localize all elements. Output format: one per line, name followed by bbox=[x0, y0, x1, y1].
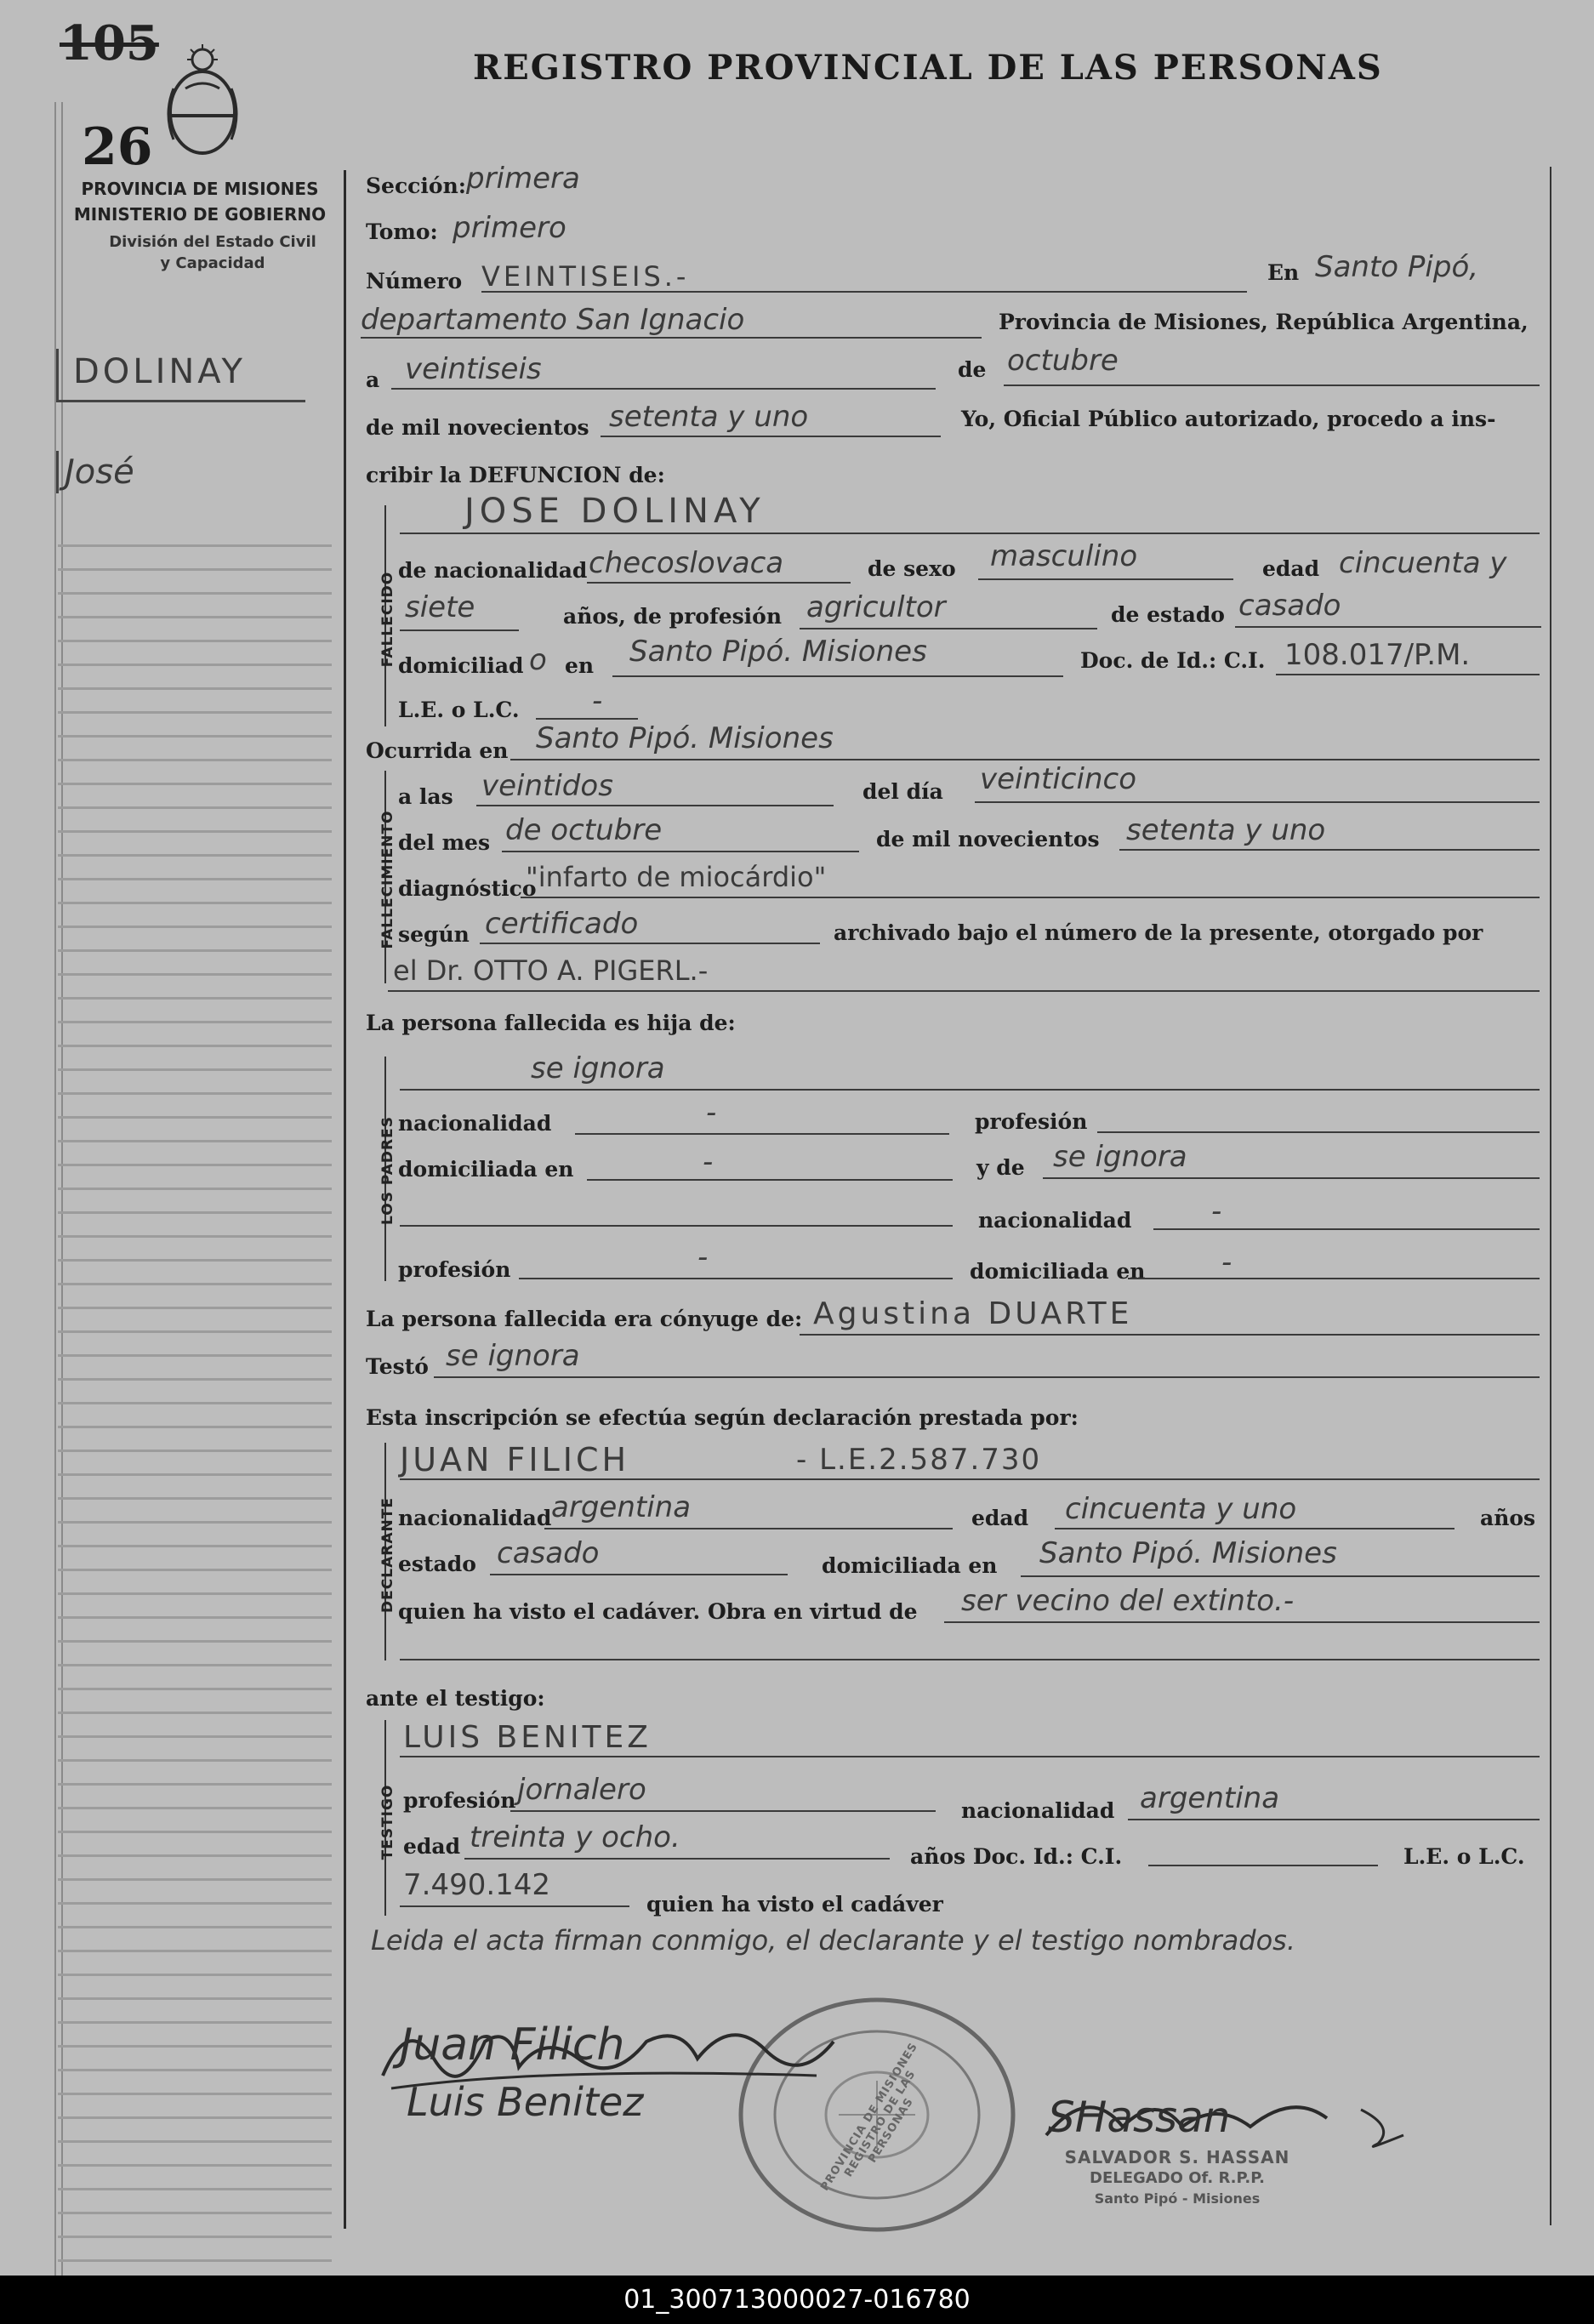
le-value: - bbox=[592, 684, 603, 718]
de-label: de bbox=[958, 357, 987, 382]
testigo-profesion-label: profesión bbox=[403, 1788, 516, 1813]
testigo-edad-value: treinta y ocho. bbox=[470, 1820, 680, 1854]
archivado-text: archivado bajo el número de la presente, otorgado por bbox=[834, 920, 1483, 945]
testigo-visto-label: quien ha visto el cadáver bbox=[646, 1892, 943, 1917]
tomo-label: Tomo: bbox=[366, 219, 438, 244]
cribir-text: cribir la DEFUNCION de: bbox=[366, 463, 665, 487]
office-line: MINISTERIO DE GOBIERNO bbox=[73, 204, 327, 225]
declarante-anios-label: años bbox=[1480, 1506, 1536, 1530]
segun-value: certificado bbox=[485, 907, 639, 941]
declarante-domicilio-value: Santo Pipó. Misiones bbox=[1039, 1536, 1337, 1570]
margin-ruled-line bbox=[58, 1878, 332, 1881]
testigo-section-label: TESTIGO bbox=[379, 1784, 396, 1860]
folio-number: 26 bbox=[82, 117, 153, 177]
stamp-line-2: DELEGADO Of. R.P.P. bbox=[1090, 2169, 1265, 2187]
declarante-nacionalidad-value: argentina bbox=[551, 1490, 692, 1524]
margin-ruled-line bbox=[58, 973, 332, 976]
madre-domicilio-label: domiciliada en bbox=[970, 1259, 1146, 1284]
testo-label: Testó bbox=[366, 1354, 429, 1379]
domicilio-en-label: en bbox=[565, 653, 595, 678]
segun-label: según bbox=[398, 922, 470, 947]
edad-value-2: siete bbox=[405, 590, 475, 624]
dia-fallecimiento-value: veinticinco bbox=[980, 762, 1136, 796]
estado-value: casado bbox=[1238, 589, 1341, 623]
margin-ruled-line bbox=[58, 997, 332, 1000]
madre-profesion-label: profesión bbox=[398, 1257, 511, 1282]
margin-ruled-line bbox=[58, 2045, 332, 2048]
declarante-domicilio-label: domiciliada en bbox=[822, 1553, 998, 1578]
margin-ruled-line bbox=[58, 1950, 332, 1952]
padre-nacionalidad-label: nacionalidad bbox=[398, 1111, 552, 1136]
y-de-label: y de bbox=[976, 1155, 1025, 1180]
provincia-text: Provincia de Misiones, República Argentina, bbox=[999, 310, 1529, 334]
anios-label: años, de profesión bbox=[563, 604, 783, 629]
medico-value: el Dr. OTTO A. PIGERL.- bbox=[393, 954, 709, 987]
margin-ruled-line bbox=[58, 1092, 332, 1095]
margin-ruled-line bbox=[58, 711, 332, 714]
margin-ruled-line bbox=[58, 664, 332, 666]
declarante-signature: Juan Filich bbox=[400, 2019, 625, 2071]
margin-ruled-line bbox=[58, 2259, 332, 2262]
conyuge-value: Agustina DUARTE bbox=[813, 1296, 1133, 1331]
padre-nacionalidad-value: - bbox=[706, 1096, 717, 1130]
margin-ruled-line bbox=[58, 1378, 332, 1381]
dia-label: del día bbox=[862, 779, 943, 804]
mil-fallecimiento-label: de mil novecientos bbox=[876, 827, 1100, 852]
declarante-edad-label: edad bbox=[971, 1506, 1029, 1530]
margin-ruled-line bbox=[58, 1759, 332, 1762]
tomo-value: primero bbox=[453, 211, 566, 245]
numero-value: VEINTISEIS.- bbox=[481, 260, 690, 293]
margin-ruled-line bbox=[58, 1259, 332, 1262]
conyuge-label: La persona fallecida era cónyuge de: bbox=[366, 1307, 803, 1331]
margin-divider bbox=[344, 170, 346, 2229]
margin-ruled-line bbox=[58, 1354, 332, 1357]
seal-text: PROVINCIA DE MISIONES REGISTRO DE LAS PERSONAS bbox=[818, 2040, 921, 2194]
padre-value: se ignora bbox=[531, 1051, 665, 1085]
margin-ruled-line bbox=[58, 1616, 332, 1619]
ocurrida-value: Santo Pipó. Misiones bbox=[536, 721, 834, 755]
madre-domicilio-value: - bbox=[1221, 1245, 1233, 1279]
margin-ruled-line bbox=[58, 1854, 332, 1857]
numero-label: Número bbox=[366, 269, 463, 293]
office-block bbox=[51, 179, 349, 272]
margin-ruled-line bbox=[58, 1188, 332, 1190]
margin-ruled-line bbox=[58, 2140, 332, 2143]
testigo-nacionalidad-label: nacionalidad bbox=[961, 1798, 1115, 1823]
margin-ruled-line bbox=[58, 1330, 332, 1333]
diagnostico-label: diagnóstico bbox=[398, 876, 537, 901]
margin-rule-left bbox=[54, 102, 56, 2276]
testigo-edad-label: edad bbox=[403, 1834, 461, 1859]
mes-value: octubre bbox=[1007, 344, 1119, 378]
padre-domicilio-label: domiciliada en bbox=[398, 1157, 574, 1182]
margin-ruled-line bbox=[58, 1473, 332, 1476]
estado-label: de estado bbox=[1111, 602, 1225, 627]
sexo-label: de sexo bbox=[868, 556, 956, 581]
margin-ruled-line bbox=[58, 640, 332, 642]
testigo-ante-label: ante el testigo: bbox=[366, 1686, 545, 1711]
margin-ruled-line bbox=[58, 592, 332, 595]
margin-ruled-line bbox=[58, 783, 332, 785]
margin-ruled-line bbox=[58, 830, 332, 833]
seccion-value: primera bbox=[466, 162, 580, 196]
oficial-stamp bbox=[1033, 2147, 1322, 2207]
margin-ruled-line bbox=[58, 759, 332, 761]
declarante-doc: - L.E.2.587.730 bbox=[796, 1443, 1042, 1477]
domicilio-value: Santo Pipó. Misiones bbox=[629, 635, 927, 669]
hora-value: veintidos bbox=[481, 769, 613, 803]
declarante-section-label: DECLARANTE bbox=[379, 1497, 396, 1613]
margin-ruled-line bbox=[58, 1735, 332, 1738]
testigo-profesion-value: jornalero bbox=[517, 1773, 646, 1807]
margin-ruled-line bbox=[58, 1045, 332, 1047]
margin-ruled-line bbox=[58, 1021, 332, 1023]
declarante-estado-value: casado bbox=[497, 1536, 600, 1570]
margin-ruled-line bbox=[58, 806, 332, 809]
margin-ruled-line bbox=[58, 568, 332, 571]
margin-ruled-line bbox=[58, 2116, 332, 2119]
departamento-value: departamento San Ignacio bbox=[361, 303, 745, 337]
image-id-footer: 01_300713000027-016780 bbox=[0, 2276, 1594, 2324]
declarante-obra-value: ser vecino del extinto.- bbox=[961, 1584, 1295, 1618]
margin-ruled-line bbox=[58, 2069, 332, 2071]
office-line: División del Estado Civil bbox=[109, 233, 316, 251]
fallecido-section-label: FALLECIDO bbox=[379, 571, 396, 668]
testo-value: se ignora bbox=[446, 1339, 580, 1373]
hija-text: La persona fallecida es hija de: bbox=[366, 1011, 736, 1035]
margin-ruled-line bbox=[58, 2212, 332, 2214]
le-label: L.E. o L.C. bbox=[398, 698, 520, 722]
declaracion-text: Esta inscripción se efectúa según declaración prestada por: bbox=[366, 1405, 1079, 1430]
margin-ruled-line bbox=[58, 1450, 332, 1452]
margin-ruled-line bbox=[58, 1545, 332, 1547]
edad-value-1: cincuenta y bbox=[1339, 546, 1507, 580]
anio-value: setenta y uno bbox=[609, 400, 809, 434]
lugar-value: Santo Pipó, bbox=[1315, 250, 1479, 284]
declarante-nacionalidad-label: nacionalidad bbox=[398, 1506, 552, 1530]
oficial-text: Yo, Oficial Público autorizado, procedo a ins- bbox=[961, 407, 1496, 431]
diagnostico-value: "infarto de miocárdio" bbox=[526, 861, 827, 893]
testigo-doc-value: 7.490.142 bbox=[403, 1868, 551, 1902]
mes-fallecimiento-value: de octubre bbox=[505, 813, 663, 847]
margin-ruled-line bbox=[58, 1974, 332, 1976]
margin-ruled-line bbox=[58, 2021, 332, 2024]
a-las-label: a las bbox=[398, 784, 453, 809]
margin-ruled-line bbox=[58, 1402, 332, 1404]
margin-ruled-line bbox=[58, 1664, 332, 1666]
margin-ruled-line bbox=[58, 1926, 332, 1928]
argentine-coat-of-arms-icon bbox=[160, 37, 245, 165]
page-title: REGISTRO PROVINCIAL DE LAS PERSONAS bbox=[473, 48, 1383, 88]
margin-ruled-line bbox=[58, 1688, 332, 1690]
margin-ruled-line bbox=[58, 1569, 332, 1571]
stamp-line-1: SALVADOR S. HASSAN bbox=[1064, 2147, 1290, 2167]
margin-ruled-line bbox=[58, 1831, 332, 1833]
margin-ruled-line bbox=[58, 2236, 332, 2238]
margin-ruled-line bbox=[58, 1712, 332, 1714]
margin-ruled-line bbox=[58, 1783, 332, 1786]
testigo-le-label: L.E. o L.C. bbox=[1403, 1844, 1525, 1869]
margin-ruled-line bbox=[58, 1807, 332, 1809]
testigo-anios-label: años Doc. Id.: C.I. bbox=[910, 1844, 1123, 1869]
oficial-signature: SHassan bbox=[1048, 2093, 1231, 2142]
doc-label: Doc. de Id.: C.I. bbox=[1080, 648, 1266, 673]
margin-ruled-line bbox=[58, 1307, 332, 1309]
margin-ruled-line bbox=[58, 2188, 332, 2190]
declarante-visto-label: quien ha visto el cadáver. Obra en virtud de bbox=[398, 1599, 918, 1624]
margin-ruled-line bbox=[58, 2164, 332, 2167]
margin-ruled-line bbox=[58, 687, 332, 690]
margin-ruled-line bbox=[58, 1068, 332, 1071]
ocurrida-label: Ocurrida en bbox=[366, 738, 509, 763]
domicilio-label: domiciliad bbox=[398, 653, 524, 678]
nacionalidad-value: checoslovaca bbox=[589, 546, 784, 580]
right-border bbox=[1550, 167, 1551, 2225]
margin-ruled-line bbox=[58, 949, 332, 952]
anio-fallecimiento-value: setenta y uno bbox=[1126, 813, 1326, 847]
madre-nacionalidad-value: - bbox=[1211, 1194, 1222, 1228]
margin-ruled-line bbox=[58, 1997, 332, 2000]
page-number: 105 bbox=[60, 15, 159, 71]
seccion-label: Sección: bbox=[366, 174, 466, 198]
en-label: En bbox=[1267, 260, 1300, 285]
closing-text: Leida el acta firman conmigo, el declarante y el testigo nombrados. bbox=[371, 1924, 1295, 1957]
dia-value: veintiseis bbox=[405, 352, 542, 386]
office-line: y Capacidad bbox=[160, 254, 265, 272]
padres-section-label: LOS PADRES bbox=[379, 1116, 396, 1225]
testigo-signature: Luis Benitez bbox=[407, 2079, 644, 2125]
profesion-value: agricultor bbox=[806, 590, 946, 624]
madre-nacionalidad-label: nacionalidad bbox=[978, 1208, 1132, 1233]
domicilio-o: o bbox=[529, 643, 547, 677]
madre-value: se ignora bbox=[1053, 1140, 1187, 1174]
margin-ruled-line bbox=[58, 902, 332, 904]
mes-label: del mes bbox=[398, 830, 491, 855]
margin-ruled-line bbox=[58, 1640, 332, 1643]
margin-ruled-line bbox=[58, 1211, 332, 1214]
margin-ruled-line bbox=[58, 735, 332, 738]
madre-profesion-value: - bbox=[697, 1240, 709, 1274]
testigo-nacionalidad-value: argentina bbox=[1140, 1781, 1280, 1815]
sexo-value: masculino bbox=[990, 539, 1138, 573]
margin-ruled-line bbox=[58, 1902, 332, 1905]
margin-ruled-line bbox=[58, 2093, 332, 2095]
margin-ruled-line bbox=[58, 1592, 332, 1595]
declarante-nombre: JUAN FILICH bbox=[400, 1441, 630, 1478]
margin-ruled-line bbox=[58, 1116, 332, 1119]
doc-value: 108.017/P.M. bbox=[1284, 638, 1471, 672]
margin-ruled-line bbox=[58, 1164, 332, 1166]
margin-given-name: José bbox=[65, 453, 134, 492]
nacionalidad-label: de nacionalidad bbox=[398, 558, 588, 583]
padre-domicilio-value: - bbox=[703, 1145, 714, 1179]
edad-label: edad bbox=[1262, 556, 1320, 581]
margin-ruled-line bbox=[58, 1235, 332, 1238]
margin-ruled-line bbox=[58, 926, 332, 928]
margin-ruled-line bbox=[58, 1140, 332, 1142]
mil-label: de mil novecientos bbox=[366, 415, 589, 440]
fallecimiento-section-label: FALLECIMIENTO bbox=[379, 810, 396, 949]
office-line: PROVINCIA DE MISIONES bbox=[81, 179, 319, 199]
testigo-nombre: LUIS BENITEZ bbox=[403, 1720, 652, 1755]
stamp-line-3: Santo Pipó - Misiones bbox=[1094, 2190, 1261, 2207]
margin-surname: DOLINAY bbox=[73, 352, 246, 391]
margin-ruled-line bbox=[58, 1497, 332, 1500]
margin-ruled-line bbox=[58, 1426, 332, 1428]
a-label: a bbox=[366, 367, 380, 392]
margin-ruled-line bbox=[58, 854, 332, 857]
margin-ruled-line bbox=[58, 1283, 332, 1285]
margin-ruled-line bbox=[58, 878, 332, 880]
margin-ruled-line bbox=[58, 1521, 332, 1524]
margin-ruled-line bbox=[58, 616, 332, 618]
fallecido-nombre: JOSE DOLINAY bbox=[464, 492, 766, 531]
declarante-estado-label: estado bbox=[398, 1552, 476, 1576]
padre-profesion-label: profesión bbox=[975, 1109, 1088, 1134]
declarante-edad-value: cincuenta y uno bbox=[1065, 1492, 1297, 1526]
margin-ruled-line bbox=[58, 544, 332, 547]
